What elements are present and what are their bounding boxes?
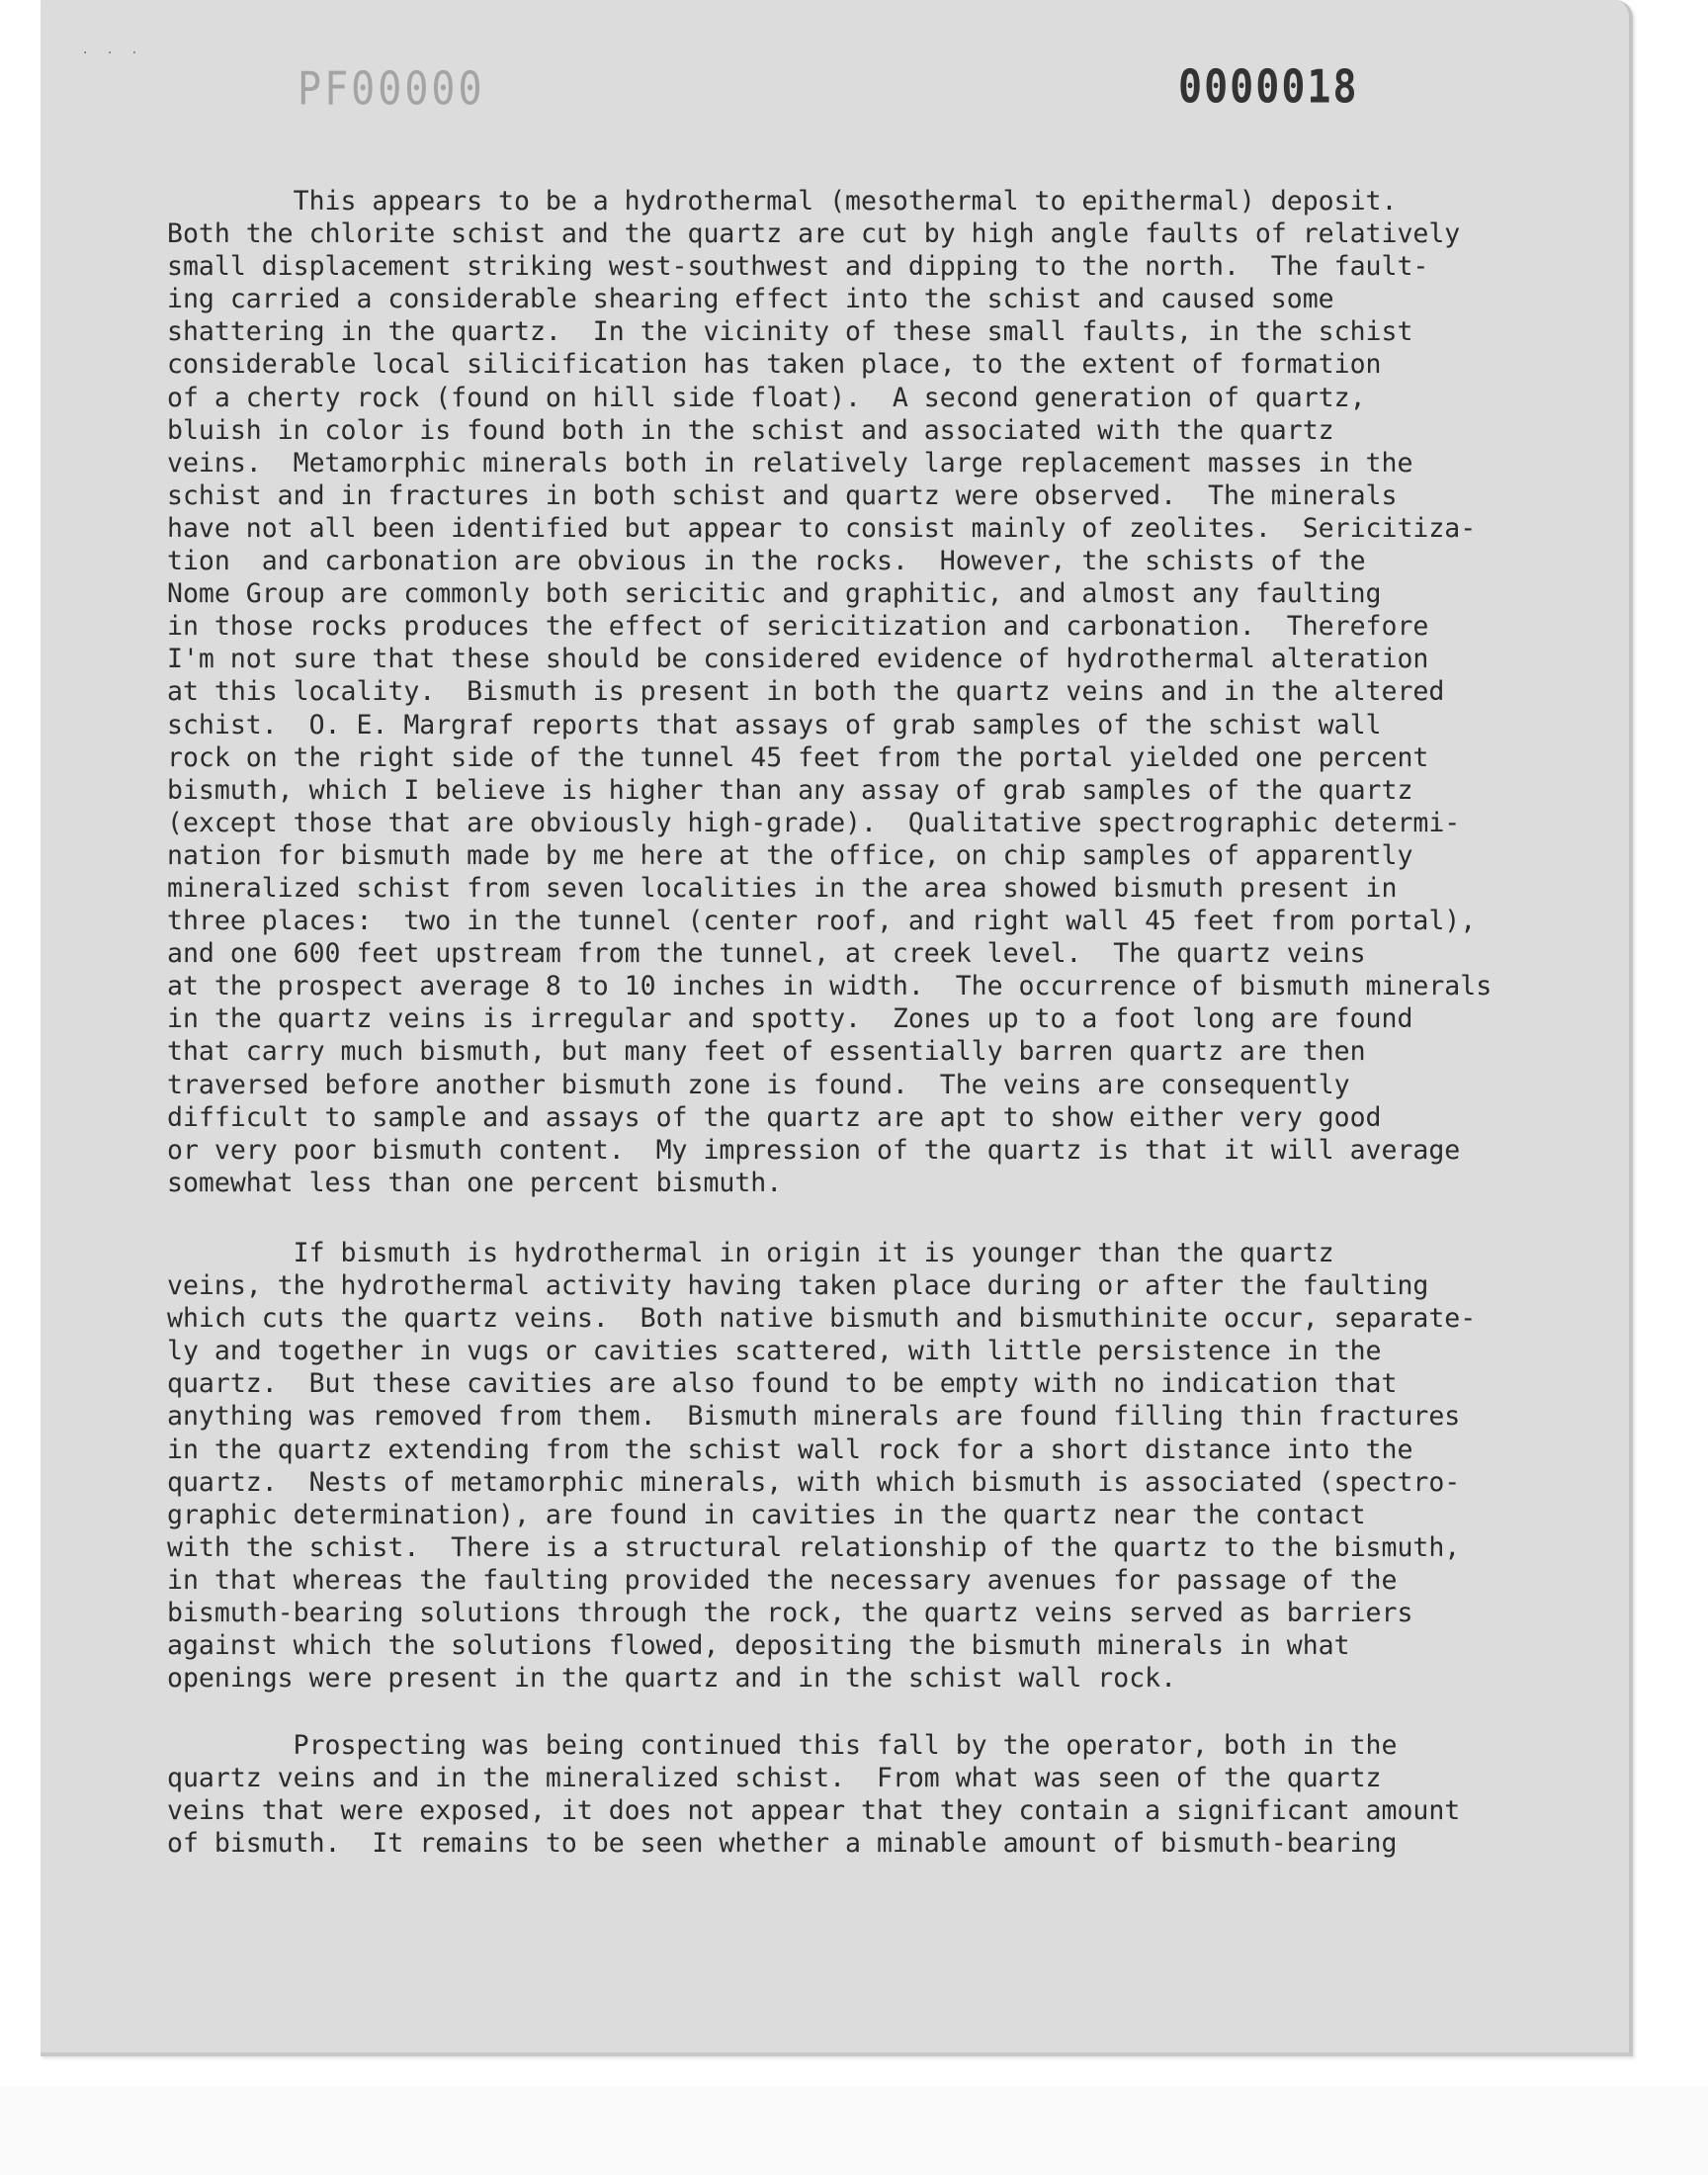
text-line: and one 600 feet upstream from the tunnel, at creek level. The quartz veins xyxy=(167,938,1366,970)
text-line: quartz. But these cavities are also found to be empty with no indication that xyxy=(167,1368,1398,1400)
text-line: tion and carbonation are obvious in the rocks. However, the schists of the xyxy=(167,546,1366,577)
text-line: in those rocks produces the effect of sericitization and carbonation. Therefore xyxy=(167,611,1429,643)
text-line: against which the solutions flowed, depositing the bismuth minerals in what xyxy=(167,1630,1350,1662)
paragraph-prospecting xyxy=(167,1729,1460,1860)
file-stamp-faint: PF00000 xyxy=(298,63,485,116)
text-line: ly and together in vugs or cavities scattered, with little persistence in the xyxy=(167,1336,1382,1367)
text-line: Both the chlorite schist and the quartz are cut by high angle faults of relatively xyxy=(167,218,1461,250)
text-line: bismuth, which I believe is higher than any assay of grab samples of the quartz xyxy=(167,774,1413,806)
text-line: considerable local silicification has taken place, to the extent of formation xyxy=(167,349,1382,381)
text-line: graphic determination), are found in cavities in the quartz near the contact xyxy=(167,1499,1366,1530)
text-line: quartz. Nests of metamorphic minerals, with which bismuth is associated (spectro- xyxy=(167,1466,1461,1498)
text-line: bismuth-bearing solutions through the rock, the quartz veins served as barriers xyxy=(167,1598,1413,1629)
text-line: mineralized schist from seven localities in the area showed bismuth present in xyxy=(167,872,1398,904)
text-line: Nome Group are commonly both sericitic and graphitic, and almost any faulting xyxy=(167,578,1382,610)
scan-marks: . . . xyxy=(83,42,145,57)
text-line: anything was removed from them. Bismuth minerals are found filling thin fractures xyxy=(167,1401,1461,1433)
text-line: three places: two in the tunnel (center roof, and right wall 45 feet from portal), xyxy=(167,906,1477,937)
text-line: schist. O. E. Margraf reports that assays of grab samples of the schist wall xyxy=(167,709,1382,740)
text-line: I'm not sure that these should be considered evidence of hydrothermal alteration xyxy=(167,644,1429,675)
text-line: have not all been identified but appear to consist mainly of zeolites. Sericitiza- xyxy=(167,512,1477,544)
text-line: veins that were exposed, it does not appear that they contain a significant amount xyxy=(167,1795,1461,1827)
text-line: This appears to be a hydrothermal (mesothermal to epithermal) deposit. xyxy=(167,186,1398,217)
page-number-stamp: 0000018 xyxy=(1178,61,1359,114)
text-line: of bismuth. It remains to be seen whether a minable amount of bismuth-bearing xyxy=(167,1828,1398,1860)
paragraph-deposit-description xyxy=(167,185,1492,1199)
text-line: in the quartz veins is irregular and spotty. Zones up to a foot long are found xyxy=(167,1003,1413,1035)
text-line: difficult to sample and assays of the quartz are apt to show either very good xyxy=(167,1101,1382,1133)
text-line: at the prospect average 8 to 10 inches in width. The occurrence of bismuth minerals xyxy=(167,971,1493,1002)
text-line: in that whereas the faulting provided the necessary avenues for passage of the xyxy=(167,1564,1398,1596)
text-line: bluish in color is found both in the schist and associated with the quartz xyxy=(167,414,1334,446)
text-line: rock on the right side of the tunnel 45 feet from the portal yielded one percent xyxy=(167,741,1429,773)
text-line: in the quartz extending from the schist wall rock for a short distance into the xyxy=(167,1434,1413,1465)
text-line: Prospecting was being continued this fall by the operator, both in the xyxy=(167,1730,1398,1761)
text-line: shattering in the quartz. In the vicinity of these small faults, in the schist xyxy=(167,316,1413,348)
text-line: which cuts the quartz veins. Both native bismuth and bismuthinite occur, separate- xyxy=(167,1303,1477,1335)
paragraph-bismuth-origin xyxy=(167,1237,1476,1695)
text-line: of a cherty rock (found on hill side float). A second generation of quartz, xyxy=(167,382,1366,413)
text-line: with the schist. There is a structural relationship of the quartz to the bismuth, xyxy=(167,1531,1461,1563)
text-line: traversed before another bismuth zone is found. The veins are consequently xyxy=(167,1069,1350,1100)
scan-margin xyxy=(0,2086,1708,2175)
text-line: openings were present in the quartz and in the schist wall rock. xyxy=(167,1663,1177,1695)
text-line: schist and in fractures in both schist and quartz were observed. The minerals xyxy=(167,479,1398,511)
text-line: quartz veins and in the mineralized schist. From what was seen of the quartz xyxy=(167,1763,1382,1794)
text-line: that carry much bismuth, but many feet of essentially barren quartz are then xyxy=(167,1036,1366,1068)
text-line: If bismuth is hydrothermal in origin it is younger than the quartz xyxy=(167,1238,1334,1268)
text-line: (except those that are obviously high-grade). Qualitative spectrographic determi- xyxy=(167,807,1461,838)
text-line: nation for bismuth made by me here at the office, on chip samples of apparently xyxy=(167,839,1413,871)
text-line: veins. Metamorphic minerals both in relatively large replacement masses in the xyxy=(167,447,1413,478)
text-line: or very poor bismuth content. My impression of the quartz is that it will average xyxy=(167,1134,1461,1166)
text-line: at this locality. Bismuth is present in both the quartz veins and in the altered xyxy=(167,676,1445,708)
text-line: ing carried a considerable shearing effect into the schist and caused some xyxy=(167,284,1334,315)
text-line: veins, the hydrothermal activity having taken place during or after the faulting xyxy=(167,1270,1429,1302)
text-line: somewhat less than one percent bismuth. xyxy=(167,1167,783,1198)
text-line: small displacement striking west-southwest and dipping to the north. The fault- xyxy=(167,251,1429,283)
